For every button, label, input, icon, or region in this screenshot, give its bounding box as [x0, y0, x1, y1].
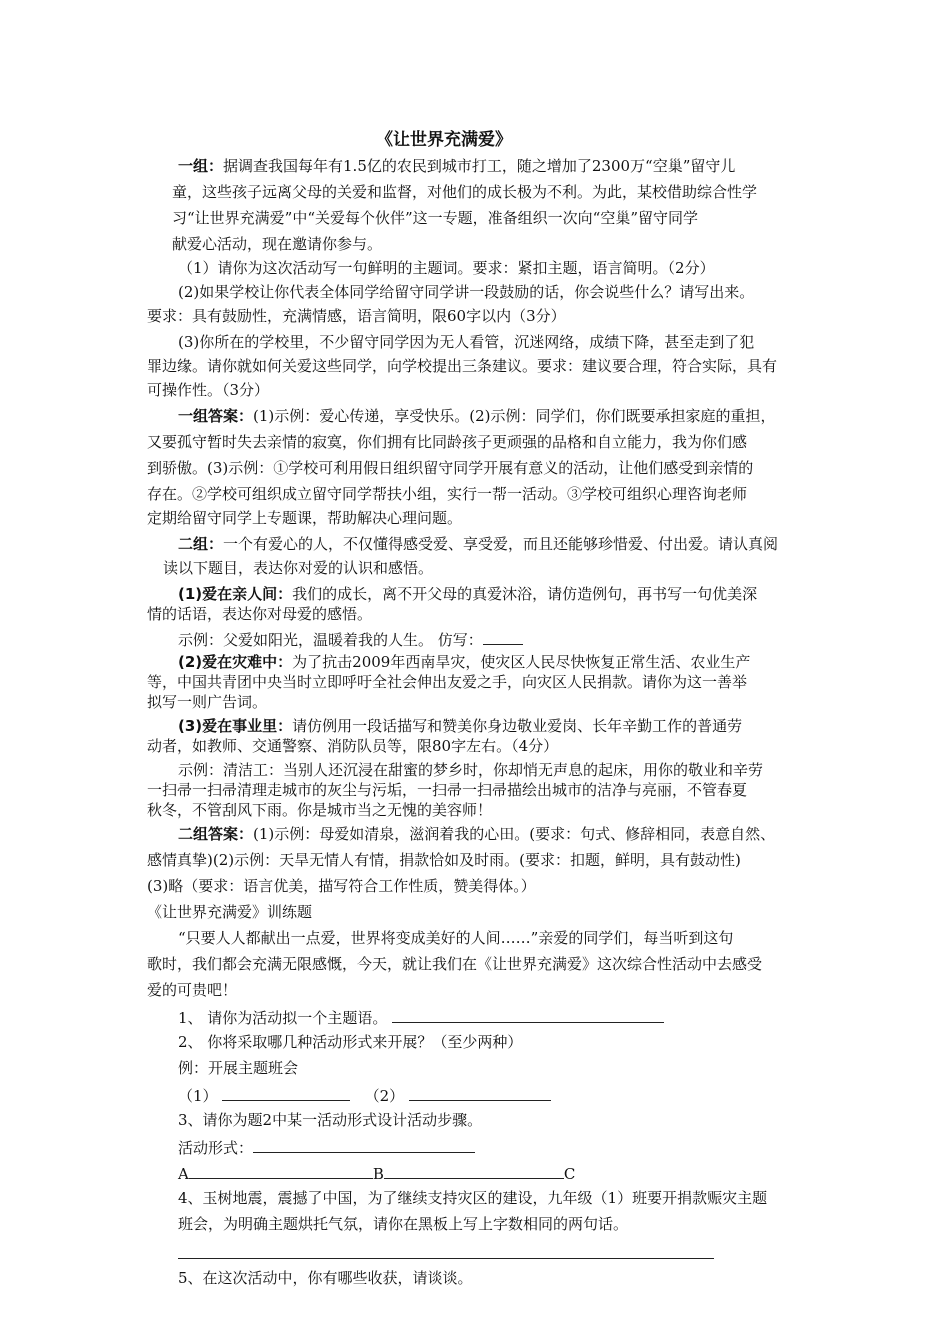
answer-blank[interactable] [483, 628, 523, 645]
g2-q3-heading: (3)爱在事业里： [178, 717, 293, 735]
form-2-label: （2） [364, 1087, 405, 1105]
training-question-5: 5、在这次活动中，你有哪些收获，请谈谈。 [178, 1269, 473, 1287]
a1-line-4: 存在。②学校可组织成立留守同学帮扶小组，实行一帮一活动。③学校可组织心理咨询老师 [147, 485, 748, 503]
a1-line-3: 到骄傲。(3)示例：①学校可利用假日组织留守同学开展有意义的活动，让他们感受到亲情的 [147, 459, 754, 477]
g2-q3-text: 请仿例用一段话描写和赞美你身边敬业爱岗、长年辛勤工作的普通劳 [292, 717, 743, 735]
g1-question-2a: (2)如果学校让你代表全体同学给留守同学讲一段鼓励的话，你会说些什么？请写出来。 [178, 283, 755, 301]
g2-line-2: 读以下题目，表达你对爱的认识和感悟。 [163, 559, 434, 577]
g1-line-1 [178, 156, 735, 176]
g1-question-3b: 罪边缘。请你就如何关爱这些同学，向学校提出三条建议。要求：建议要合理，符合实际，具有 [147, 357, 778, 375]
g2-question-2c: 拟写一则广告词。 [147, 693, 268, 711]
training-question-2-example: 例：开展主题班会 [178, 1059, 299, 1077]
g2-question-1b: 情的话语，表达你对母爱的感悟。 [147, 605, 373, 623]
step-a-blank[interactable] [189, 1162, 373, 1179]
training-question-3: 3、请你为题2中某一活动形式设计活动步骤。 [178, 1111, 483, 1129]
g2-question-2a [178, 652, 750, 672]
g1-text-1: 据调查我国每年有1.5亿的农民到城市打工，随之增加了2300万“空巢”留守儿 [223, 157, 736, 175]
a2-line-2: 感情真挚)(2)示例：天旱无情人有情，捐款恰如及时雨。(要求：扣题，鲜明，具有鼓动性) [147, 851, 741, 869]
g2-question-3a [178, 716, 742, 736]
a2-line-1 [178, 824, 775, 844]
form-2-blank[interactable] [409, 1084, 551, 1101]
training-question-2-answers [178, 1084, 551, 1106]
activity-form-label: 活动形式： [178, 1139, 254, 1157]
g2-line-1 [178, 534, 778, 554]
training-question-2: 2、 你将采取哪几种活动形式来开展？（至少两种） [178, 1033, 523, 1051]
g1-label: 一组： [178, 157, 224, 175]
g1-question-2b: 要求：具有鼓励性，充满情感，语言简明，限60字以内（3分） [147, 307, 566, 325]
training-intro-3: 爱的可贵吧！ [147, 981, 238, 999]
a1-line-1 [178, 406, 776, 426]
a2-line-3: (3)略（要求：语言优美，描写符合工作性质，赞美得体。） [147, 877, 536, 895]
g2-q2-heading: (2)爱在灾难中： [178, 653, 293, 671]
g2-text-1: 一个有爱心的人，不仅懂得感受爱、享受爱，而且还能够珍惜爱、付出爱。请认真阅 [223, 535, 779, 553]
training-title: 《让世界充满爱》训练题 [147, 903, 313, 921]
g2-example-1-text: 示例：父爱如阳光，温暖着我的人生。 仿写： [178, 631, 483, 649]
a1-text-1: (1)示例：爱心传递，享受快乐。(2)示例：同学们，你们既要承担家庭的重担， [253, 407, 776, 425]
g2-q2-text: 为了抗击2009年西南旱灾，使灾区人民尽快恢复正常生活、农业生产 [292, 653, 751, 671]
training-question-1-text: 1、 请你为活动拟一个主题语。 [178, 1009, 388, 1027]
g2-question-3b: 动者，如教师、交通警察、消防队员等，限80字左右。（4分） [147, 737, 559, 755]
g2-example-1 [178, 628, 523, 650]
form-1-label: （1） [178, 1087, 218, 1105]
a1-label: 一组答案： [178, 407, 254, 425]
training-question-1 [178, 1006, 664, 1028]
g2-example-3c: 秋冬，不管刮风下雨。你是城市当之无愧的美容师！ [147, 801, 493, 819]
activity-form-line [178, 1136, 475, 1158]
theme-answer-blank[interactable] [392, 1006, 664, 1023]
steps-line [178, 1162, 575, 1184]
g2-question-2b: 等，中国共青团中央当时立即呼吁全社会伸出友爱之手，向灾区人民捐款。请你为这一善举 [147, 673, 748, 691]
step-b-blank[interactable] [384, 1162, 564, 1179]
g2-q1-heading: (1)爱在亲人间： [178, 585, 293, 603]
g1-question-3c: 可操作性。（3分） [147, 381, 270, 399]
activity-form-blank[interactable] [253, 1136, 475, 1153]
g1-line-4: 献爱心活动，现在邀请你参与。 [172, 235, 383, 253]
a1-line-2: 又要孤守暂时失去亲情的寂寞，你们拥有比同龄孩子更顽强的品格和自立能力，我为你们感 [147, 433, 748, 451]
a1-line-5: 定期给留守同学上专题课，帮助解决心理问题。 [147, 509, 463, 527]
g2-example-3b: 一扫帚一扫帚清理走城市的灰尘与污垢，一扫帚一扫帚描绘出城市的洁净与亮丽，不管春夏 [147, 781, 748, 799]
page-title: 《让世界充满爱》 [376, 130, 512, 150]
g2-q1-text: 我们的成长，离不开父母的真爱沐浴，请仿造例句，再书写一句优美深 [292, 585, 758, 603]
step-b-label: B [372, 1165, 384, 1183]
g2-example-3a: 示例：清洁工：当别人还沉浸在甜蜜的梦乡时，你却悄无声息的起床，用你的敬业和辛劳 [178, 761, 764, 779]
g1-line-2: 童，这些孩子远离父母的关爱和监督，对他们的成长极为不利。为此，某校借助综合性学 [172, 183, 758, 201]
training-intro-2: 歌时，我们都会充满无限感慨，今天，就让我们在《让世界充满爱》这次综合性活动中去感受 [147, 955, 763, 973]
g1-question-1: （1）请你为这次活动写一句鲜明的主题词。要求：紧扣主题，语言简明。（2分） [178, 259, 715, 277]
a2-label: 二组答案： [178, 825, 254, 843]
g2-question-1a [178, 584, 757, 604]
form-1-blank[interactable] [222, 1084, 350, 1101]
training-question-4b: 班会，为明确主题烘托气氛，请你在黑板上写上字数相同的两句话。 [178, 1215, 629, 1233]
training-intro-1: “只要人人都献出一点爱，世界将变成美好的人间……”亲爱的同学们，每当听到这句 [178, 929, 734, 947]
g2-label: 二组： [178, 535, 224, 553]
step-a-label: A [178, 1165, 189, 1183]
g1-line-3: 习“让世界充满爱”中“关爱每个伙伴”这一专题，准备组织一次向“空巢”留守同学 [172, 209, 699, 227]
g1-question-3a: (3)你所在的学校里，不少留守同学因为无人看管，沉迷网络，成绩下降，甚至走到了犯 [178, 333, 755, 351]
step-c-label: C [563, 1165, 576, 1183]
a2-text-1: (1)示例：母爱如清泉，滋润着我的心田。(要求：句式、修辞相同，表意自然、 [253, 825, 776, 843]
slogan-answer-line[interactable] [178, 1258, 714, 1259]
training-question-4a: 4、玉树地震，震撼了中国，为了继续支持灾区的建设，九年级（1）班要开捐款赈灾主题 [178, 1189, 768, 1207]
